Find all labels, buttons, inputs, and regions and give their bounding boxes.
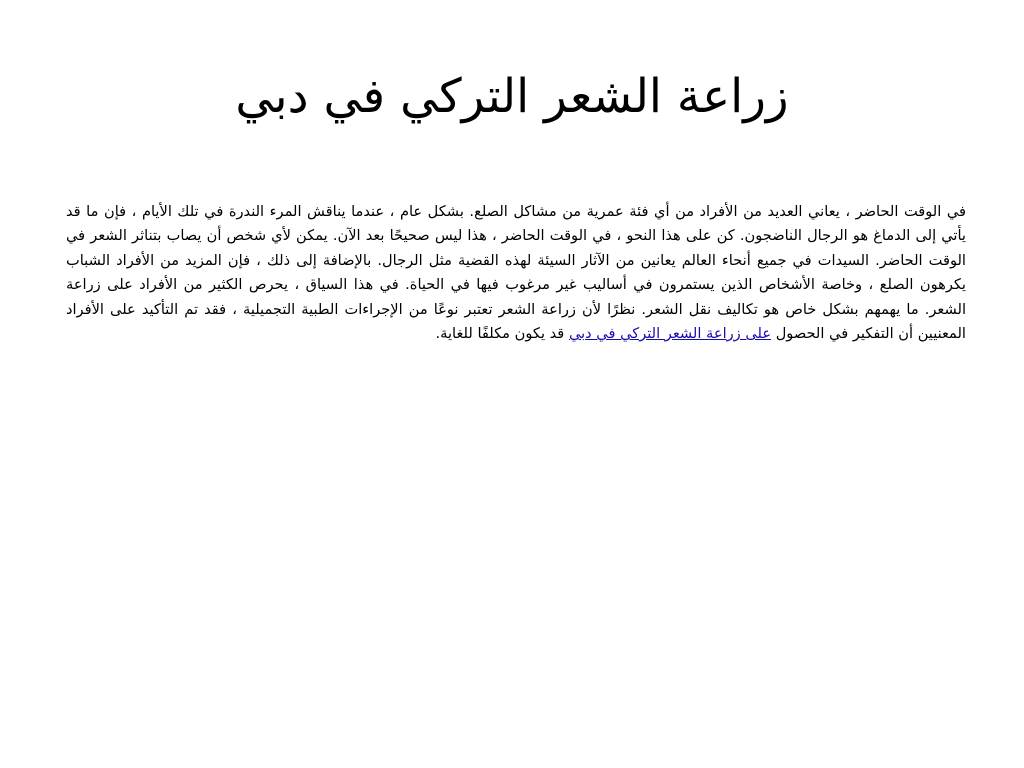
slide-title: زراعة الشعر التركي في دبي <box>235 69 789 124</box>
hair-transplant-dubai-link[interactable]: على زراعة الشعر التركي في دبي <box>568 325 772 343</box>
paragraph-text-before-link: في الوقت الحاضر ، يعاني العديد من الأفراد من أي فئة عمرية من مشاكل الصلع. بشكل عام ، عندما يناقش المرء الندرة في تلك الأيام ، فإن ما قد يأتي إلى الدماغ هو الرجال الناضجون. كن على هذا النحو ، في الوقت الحاضر ، هذا ليس صحيحًا بعد الآن. يمكن لأي شخص أن يصاب بتناثر الشعر في الوقت الحاضر. السيدات في جميع أنحاء العالم يعانين من الآثار السيئة لهذه القضية مثل الرجال. بالإضافة إلى ذلك ، فإن المزيد من الأفراد الشباب يكرهون الصلع ، وخاصة الأشخاص الذين يستمرون في أساليب غير مرغوب فيها في الحياة. في هذا السياق ، يحرص الكثير من الأفراد على زراعة الشعر. ما يهمهم بشكل خاص هو تكاليف نقل الشعر. نظرًا لأن زراعة الشعر تعتبر نوعًا من الإجراءات الطبية التجميلية ، فقد تم التأكيد على الأفراد المعنيين أن التفكير في الحصول <box>66 203 966 343</box>
paragraph-text-after-link: قد يكون مكلفًا للغاية. <box>435 325 569 343</box>
slide-body-paragraph <box>66 200 966 346</box>
